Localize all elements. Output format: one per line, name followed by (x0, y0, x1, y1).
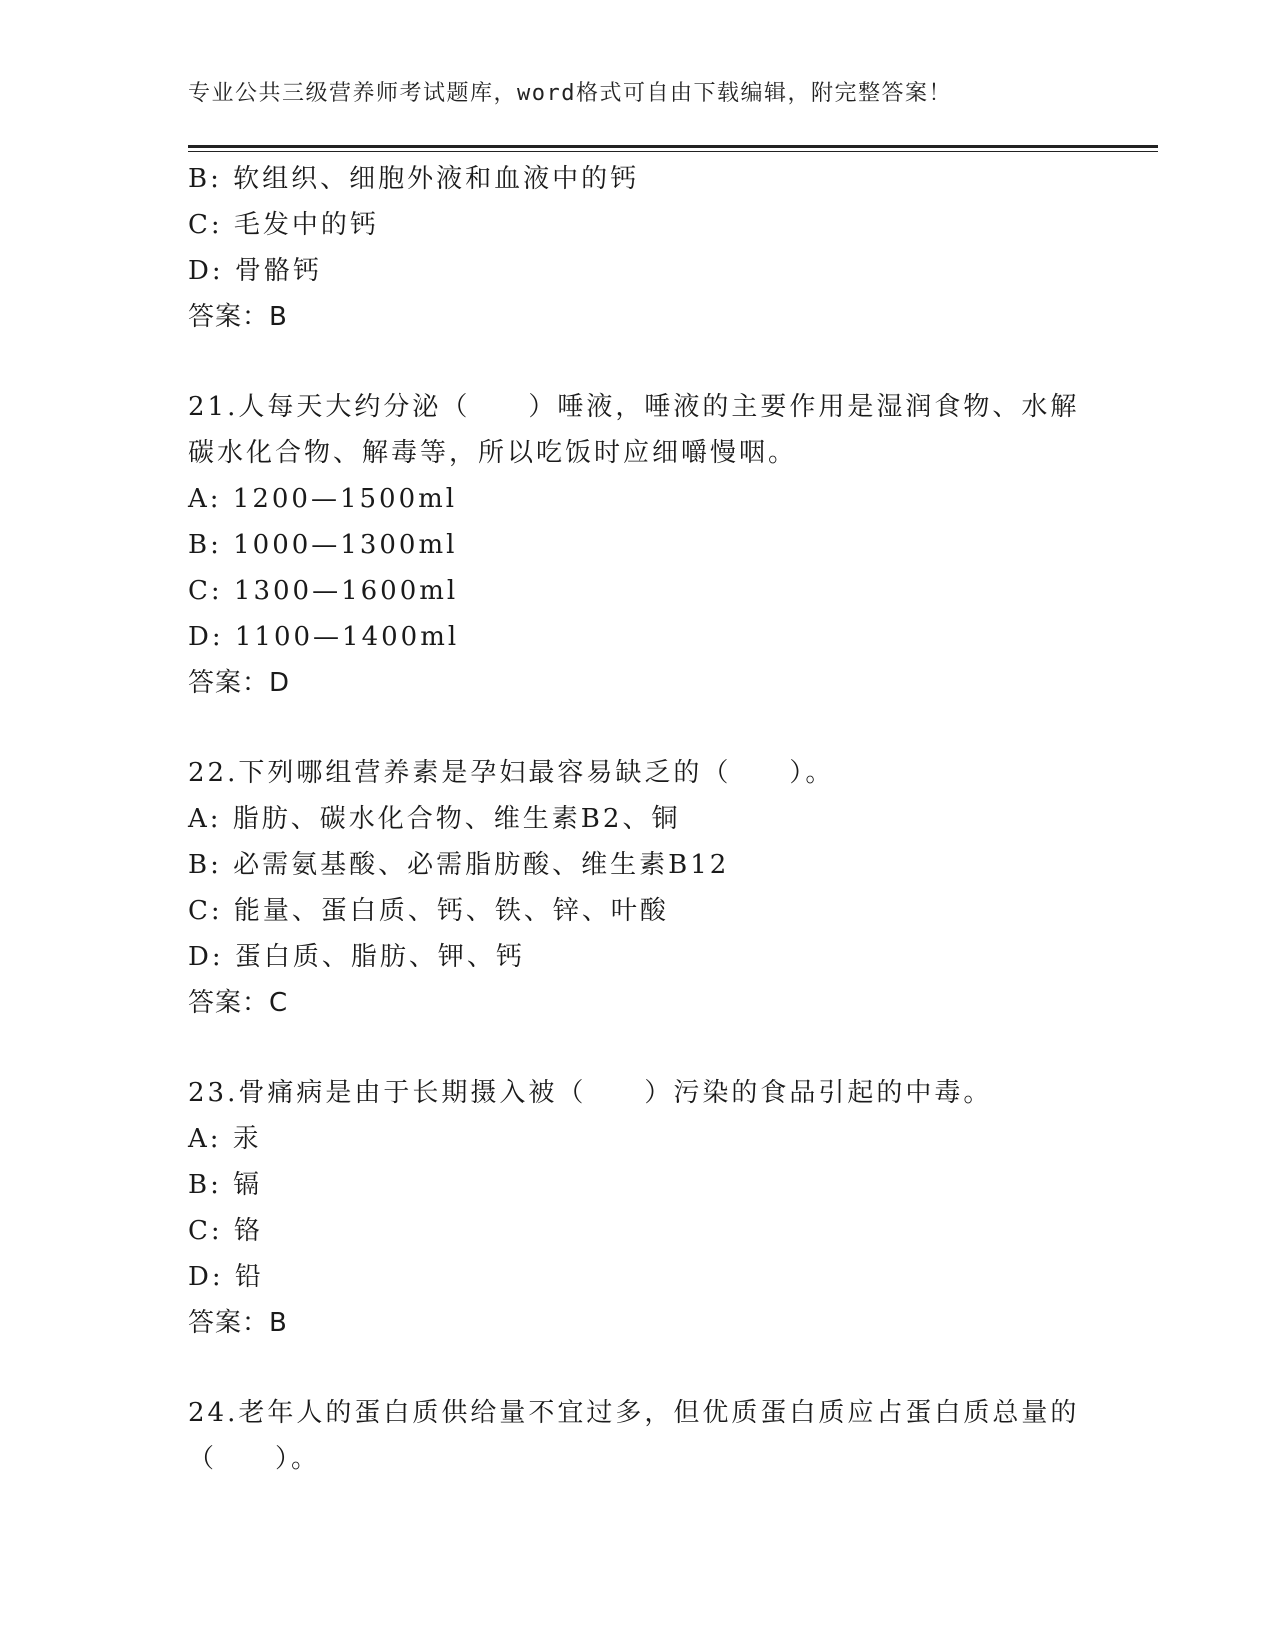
header-rule-thick (188, 145, 1158, 148)
answer: 答案：D (188, 668, 291, 698)
option-c: C: 铬 (188, 1216, 263, 1246)
option-c: C: 1300—1600ml (188, 576, 459, 606)
spacer (188, 340, 1088, 384)
question-21 (188, 384, 1088, 706)
question-24 (188, 1390, 1088, 1482)
answer: 答案：B (188, 1308, 288, 1338)
question-list (188, 156, 1088, 1482)
option-d: D: 骨骼钙 (188, 256, 322, 286)
option-a: A: 脂肪、碳水化合物、维生素B2、铜 (188, 804, 681, 834)
option-b: B: 必需氨基酸、必需脂肪酸、维生素B12 (188, 850, 730, 880)
option-a: A: 汞 (188, 1124, 262, 1154)
answer: 答案：B (188, 302, 288, 332)
question-stem-continued: （ ）。 (188, 1444, 321, 1474)
option-d: D: 1100—1400ml (188, 622, 460, 652)
option-b: B: 1000—1300ml (188, 530, 458, 560)
question-stem: 23.骨痛病是由于长期摄入被（ ）污染的食品引起的中毒。 (188, 1078, 993, 1108)
question-stem-continued: 碳水化合物、解毒等，所以吃饭时应细嚼慢咽。 (188, 438, 798, 468)
page-header: 专业公共三级营养师考试题库，word格式可自由下载编辑，附完整答案！ (188, 81, 952, 106)
question-stem: 24.老年人的蛋白质供给量不宜过多，但优质蛋白质应占蛋白质总量的 (188, 1398, 1080, 1428)
option-b: B: 镉 (188, 1170, 263, 1200)
question-stem: 21.人每天大约分泌（ ）唾液，唾液的主要作用是湿润食物、水解 (188, 392, 1080, 422)
option-a: A: 1200—1500ml (188, 484, 458, 514)
spacer (188, 1346, 1088, 1390)
question-20 (188, 156, 1088, 340)
option-d: D: 蛋白质、脂肪、钾、钙 (188, 942, 525, 972)
option-c: C: 能量、蛋白质、钙、铁、锌、叶酸 (188, 896, 669, 926)
option-b: B: 软组织、细胞外液和血液中的钙 (188, 164, 640, 194)
option-c: C: 毛发中的钙 (188, 210, 379, 240)
option-d: D: 铅 (188, 1262, 264, 1292)
question-stem: 22.下列哪组营养素是孕妇最容易缺乏的（ ）。 (188, 758, 835, 788)
answer: 答案：C (188, 988, 289, 1018)
spacer (188, 706, 1088, 750)
question-22 (188, 750, 1088, 1026)
question-23 (188, 1070, 1088, 1346)
header-rule-thin (188, 151, 1158, 152)
spacer (188, 1026, 1088, 1070)
